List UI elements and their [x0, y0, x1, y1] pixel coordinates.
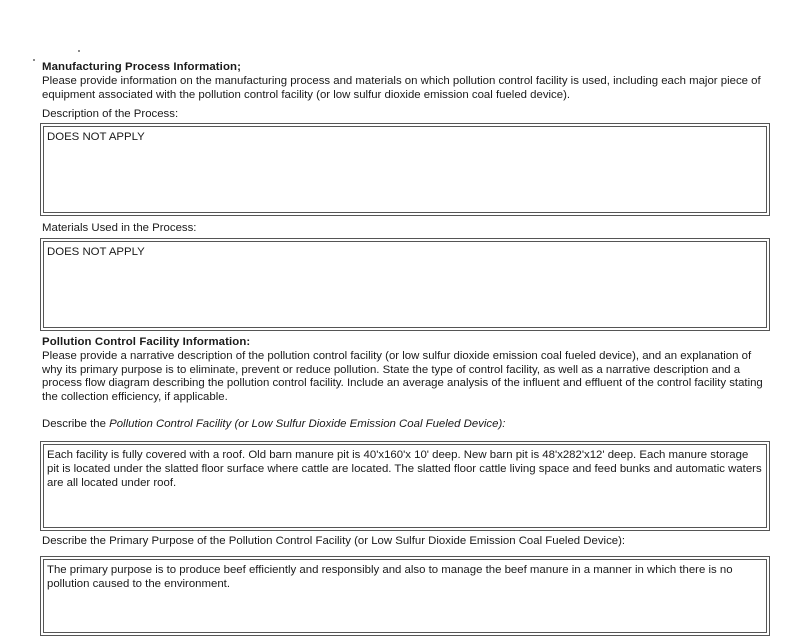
facility-description-field[interactable]: Each facility is fully covered with a roof. Old barn manure pit is 40'x160'x 10' deep. New barn pit is 48'x282'x12' deep. Each manure storage pit is located under the slatted floor surface where cattle are located. The slatted floor cattle living space and feed bunks and automatic waters are all located under roof. [43, 444, 767, 528]
primary-purpose-label: Describe the Primary Purpose of the Pollution Control Facility (or Low Sulfur Dioxide Emission Coal Fueled Device): [42, 535, 626, 547]
materials-label: Materials Used in the Process: [42, 222, 197, 234]
process-description-label: Description of the Process: [42, 108, 179, 120]
primary-purpose-field[interactable]: The primary purpose is to produce beef efficiently and responsibly and also to manage the beef manure in a manner in which there is no pollution caused to the environment. [43, 559, 767, 633]
materials-field[interactable]: DOES NOT APPLY [43, 241, 767, 328]
facility-description-label-prefix: Describe the [42, 418, 110, 430]
facility-description-label [42, 418, 505, 430]
pollution-control-heading: Pollution Control Facility Information: [42, 336, 251, 348]
scan-speck [33, 59, 35, 61]
pollution-control-instructions: Please provide a narrative description of the pollution control facility (or low sulfur dioxide emission coal fueled device), and an explanation of why its primary purpose is to eliminate, prevent or reduce pollution. State the type of control facility, as well as a narrative description and a process flow diagram describing the pollution control facility. Include an average analysis of the influent and effluent of the control facility stating the collection efficiency, if applicable. [42, 350, 763, 403]
facility-description-label-italic: Pollution Control Facility (or Low Sulfur Dioxide Emission Coal Fueled Device): [109, 418, 506, 430]
manufacturing-heading: Manufacturing Process Information; [42, 61, 241, 73]
primary-purpose-box[interactable] [40, 556, 770, 636]
process-description-field[interactable]: DOES NOT APPLY [43, 126, 767, 213]
materials-box[interactable] [40, 238, 770, 331]
facility-description-box[interactable] [40, 441, 770, 531]
process-description-box[interactable] [40, 123, 770, 216]
manufacturing-instructions: Please provide information on the manufacturing process and materials on which pollution control facility is used, including each major piece of equipment associated with the pollution control facility (or low sulfur dioxide emission coal fueled device). [42, 75, 761, 101]
scan-speck [78, 50, 80, 52]
